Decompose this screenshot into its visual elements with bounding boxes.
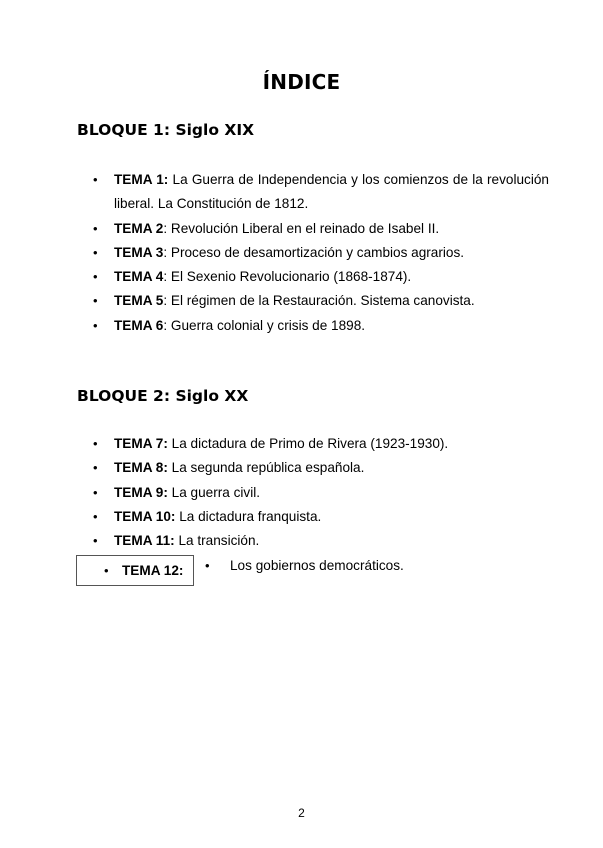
- topic-key: TEMA 8:: [114, 460, 168, 476]
- bullet-icon: •: [205, 558, 210, 573]
- topic-text: La guerra civil.: [167, 484, 261, 500]
- page-title: ÍNDICE: [262, 70, 341, 94]
- list-item: [93, 241, 549, 265]
- list-item: [93, 505, 549, 529]
- list-item: [93, 265, 549, 289]
- list-item: [93, 529, 549, 553]
- block-1-heading: BLOQUE 1: Siglo XIX: [77, 121, 255, 139]
- topic-text: La dictadura franquista.: [175, 508, 322, 524]
- bullet-icon: •: [93, 508, 98, 524]
- bullet-icon: •: [93, 460, 98, 476]
- topic-key: TEMA 7:: [114, 436, 168, 451]
- list-item: [93, 168, 549, 217]
- page-number: 2: [298, 806, 305, 820]
- topic-key: TEMA 12:: [122, 563, 184, 578]
- bullet-icon: •: [93, 293, 98, 309]
- topic-key: TEMA 11:: [114, 533, 175, 549]
- bullet-icon: •: [93, 317, 98, 333]
- topic-key: TEMA 1:: [114, 172, 169, 187]
- topic-text: La Guerra de Independencia y los comienzos de la revolución liberal. La Constitución de 1812.: [114, 172, 549, 212]
- topic-text: : Guerra colonial y crisis de 1898.: [163, 317, 366, 333]
- list-item: [93, 217, 549, 241]
- topic-key: TEMA 10:: [114, 508, 176, 524]
- list-item: [93, 289, 549, 313]
- list-item: [93, 314, 549, 338]
- topic-key: TEMA 3: [114, 244, 164, 260]
- tema-12-textbox: [76, 555, 194, 586]
- list-item: [93, 432, 549, 456]
- bullet-icon: •: [93, 220, 98, 236]
- topic-text: : Revolución Liberal en el reinado de Isabel II.: [163, 220, 440, 236]
- topic-key: TEMA 9:: [114, 484, 168, 500]
- bullet-icon: •: [93, 436, 98, 451]
- block-1-topic-list: [93, 168, 549, 338]
- topic-key: TEMA 5: [114, 293, 164, 309]
- topic-text: La transición.: [174, 533, 260, 549]
- topic-key: TEMA 2: [114, 220, 164, 236]
- bullet-icon: •: [93, 244, 98, 260]
- bullet-icon: •: [93, 533, 98, 549]
- topic-text: Los gobiernos democráticos.: [230, 558, 404, 573]
- topic-text: La dictadura de Primo de Rivera (1923-1930).: [167, 436, 449, 451]
- topic-text: : El Sexenio Revolucionario (1868-1874).: [163, 269, 412, 285]
- topic-text: : El régimen de la Restauración. Sistema canovista.: [163, 293, 475, 309]
- topic-key: TEMA 6: [114, 317, 164, 333]
- list-item: [93, 456, 549, 480]
- bullet-icon: •: [104, 563, 109, 578]
- topic-text: : Proceso de desamortización y cambios agrarios.: [163, 244, 465, 260]
- bullet-icon: •: [93, 172, 98, 187]
- bullet-icon: •: [93, 484, 98, 500]
- list-item: [93, 481, 549, 505]
- block-2-heading: BLOQUE 2: Siglo XX: [77, 387, 249, 405]
- topic-key: TEMA 4: [114, 269, 164, 285]
- topic-text: La segunda república española.: [167, 460, 365, 476]
- block-2-topic-list: [93, 432, 549, 553]
- bullet-icon: •: [93, 269, 98, 285]
